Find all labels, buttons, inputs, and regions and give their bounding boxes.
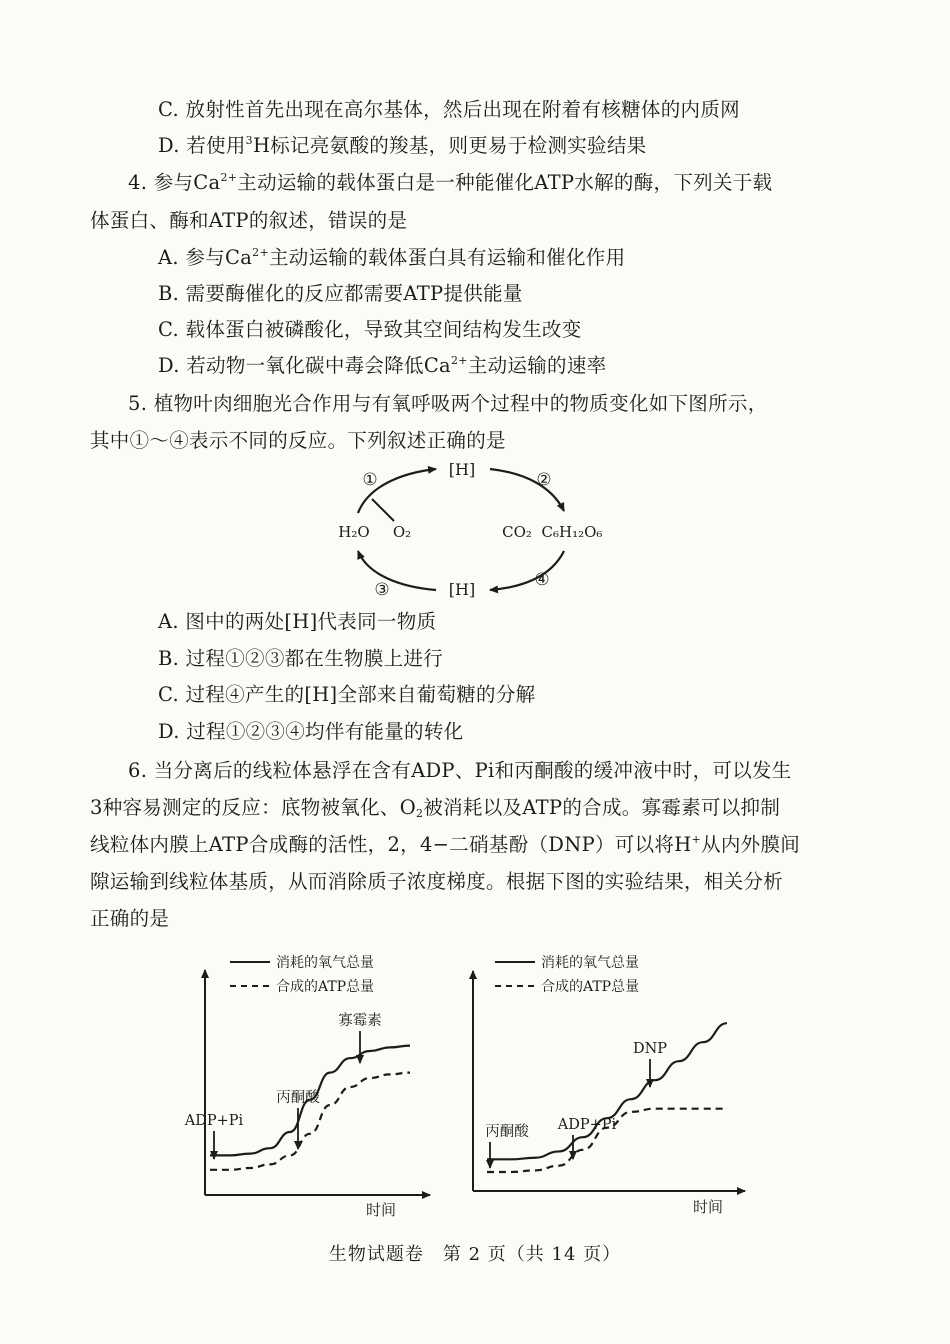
q3-option-c: C. 放射性首先出现在高尔基体，然后出现在附着有核糖体的内质网 [158,98,740,121]
reaction-2-label: ② [536,470,552,490]
x-axis-label: 时间 [692,1198,724,1216]
q4-option-d: D. 若动物一氧化碳中毒会降低$Ca^{2+}$主动运输的速率 [158,354,607,377]
reaction-4-label: ④ [534,570,550,590]
annotation-2: 丙酮酸 [276,1090,320,1106]
q5-stem-line1: 5. 植物叶肉细胞光合作用与有氧呼吸两个过程中的物质变化如下图所示， [128,392,768,415]
annotation-1: 丙酮酸 [485,1124,529,1140]
q6-stem-line3: 线粒体内膜上ATP合成酶的活性，2，4−二硝基酚（DNP）可以将H+从内外膜间 [90,833,801,856]
arrow-reaction-2 [490,469,564,511]
q4-option-c: C. 载体蛋白被磷酸化，导致其空间结构发生改变 [158,318,582,341]
q5-stem-line2: 其中①～④表示不同的反应。下列叙述正确的是 [90,429,506,452]
h-top-label: [H] [448,460,476,479]
h2o-label: H₂O [338,523,370,541]
glucose-label: C₆H₁₂O₆ [541,523,603,541]
q4-stem-line2: 体蛋白、酶和ATP的叙述，错误的是 [90,209,408,232]
q6-stem-line5: 正确的是 [90,907,170,930]
q6-stem-line1: 6. 当分离后的线粒体悬浮在含有ADP、Pi和丙酮酸的缓冲液中时，可以发生 [128,759,792,782]
page-footer: 生物试题卷 第 2 页（共 14 页） [328,1244,622,1265]
o2-branch-line [372,499,394,521]
metabolism-cycle-diagram [320,455,620,605]
q5-option-b: B. 过程①②③都在生物膜上进行 [158,647,444,670]
q4-option-b: B. 需要酶催化的反应都需要ATP提供能量 [158,282,523,305]
x-axis-label: 时间 [365,1201,397,1219]
q6-stem-line2: 3种容易测定的反应：底物被氧化、$O_2$被消耗以及ATP的合成。寡霉素可以抑制 [90,796,781,820]
o2-label: O₂ [392,523,412,541]
q5-option-d: D. 过程①②③④均伴有能量的转化 [158,720,464,743]
q4-option-a: A. 参与$Ca^{2+}$主动运输的载体蛋白具有运输和催化作用 [158,246,626,269]
chart-oligomycin [180,945,440,1220]
q5-option-c: C. 过程④产生的[H]全部来自葡萄糖的分解 [158,683,536,706]
chart-dnp [455,945,755,1220]
arrow-reaction-4 [490,551,564,590]
legend-label-2: 合成的ATP总量 [541,979,640,995]
q4-stem-line1: 4. 参与$Ca^{2+}$主动运输的载体蛋白是一种能催化ATP水解的酶，下列关于载 [128,171,773,194]
annotation-1: ADP+Pi [184,1113,244,1129]
annotation-3: DNP [632,1041,668,1057]
reaction-3-label: ③ [374,580,390,600]
annotation-3: 寡霉素 [338,1013,382,1029]
q3-option-d: D. 若使用$^3$H标记亮氨酸的羧基，则更易于检测实验结果 [158,134,647,157]
annotation-2: ADP+Pi [557,1117,617,1133]
arrow-reaction-3 [358,551,436,590]
legend-label-2: 合成的ATP总量 [276,979,375,995]
co2-label: CO₂ [502,523,532,541]
h-bottom-label: [H] [448,580,476,599]
legend-label-1: 消耗的氧气总量 [276,955,374,971]
q5-option-a: A. 图中的两处[H]代表同一物质 [158,610,437,633]
reaction-1-label: ① [362,470,378,490]
legend-label-1: 消耗的氧气总量 [541,955,639,971]
q6-stem-line4: 隙运输到线粒体基质，从而消除质子浓度梯度。根据下图的实验结果，相关分析 [90,870,784,893]
